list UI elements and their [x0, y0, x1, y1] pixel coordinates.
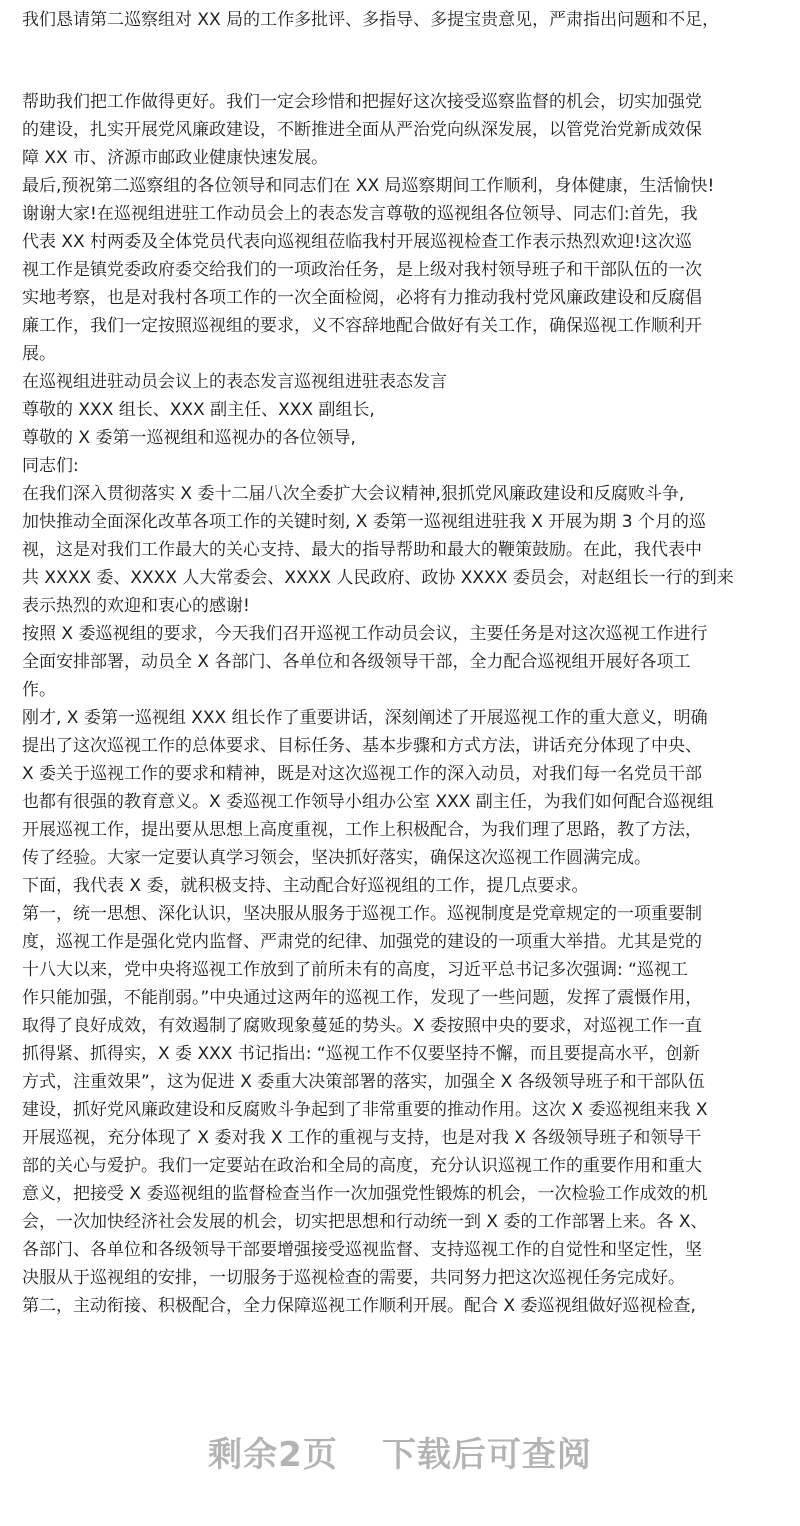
text-line: 在巡视组进驻动员会议上的表态发言巡视组进驻表态发言: [22, 372, 447, 392]
text-line: 实地考察，也是对我村各项工作的一次全面检阅，必将有力推动我村党风廉政建设和反腐倡: [22, 288, 702, 308]
text-line: 决服从于巡视组的安排，一切服务于巡视检查的需要，共同努力把这次巡视任务完成好。: [22, 1268, 685, 1288]
text-line: 度，巡视工作是强化党内监督、严肃党的纪律、加强党的建设的一项重大举措。尤其是党的: [22, 932, 702, 952]
remaining-pages-label[interactable]: 剩余2页: [208, 1435, 338, 1475]
text-line: 共 XXXX 委、XXXX 人大常委会、XXXX 人民政府、政协 XXXX 委员会，对赵组长一行的到来: [22, 568, 734, 588]
text-line: 取得了良好成效，有效遏制了腐败现象蔓延的势头。X 委按照中央的要求，对巡视工作一直: [22, 1016, 703, 1036]
text-line: 方式，注重效果”，这为促进 X 委重大决策部署的落实，加强全 X 各级领导班子和干部队伍: [22, 1072, 705, 1092]
text-line: 视，这是对我们工作最大的关心支持、最大的指导帮助和最大的鞭策鼓励。在此，我代表中: [22, 540, 702, 560]
text-line: 谢谢大家!在巡视组进驻工作动员会上的表态发言尊敬的巡视组各位领导、同志们:首先，我: [22, 204, 698, 224]
text-line: 表示热烈的欢迎和衷心的感谢!: [22, 596, 250, 616]
text-line: 尊敬的 XXX 组长、XXX 副主任、XXX 副组长,: [22, 400, 375, 420]
text-line: X 委关于巡视工作的要求和精神，既是对这次巡视工作的深入动员，对我们每一名党员干部: [22, 764, 703, 784]
text-line: 全面安排部署，动员全 X 各部门、各单位和各级领导干部，全力配合巡视组开展好各项工: [22, 652, 691, 672]
text-line: 十八大以来，党中央将巡视工作放到了前所未有的高度，习近平总书记多次强调: “巡视工: [22, 960, 688, 980]
text-line: 抓得紧、抓得实，X 委 XXX 书记指出: “巡视工作不仅要坚持不懈，而且要提高水平，创新: [22, 1044, 700, 1064]
text-line: 尊敬的 X 委第一巡视组和巡视办的各位领导,: [22, 428, 356, 448]
text-line: 障 XX 市、济源市邮政业健康快速发展。: [22, 148, 329, 168]
text-line: 按照 X 委巡视组的要求，今天我们召开巡视工作动员会议，主要任务是对这次巡视工作进行: [22, 624, 708, 644]
text-line: 代表 XX 村两委及全体党员代表向巡视组莅临我村开展巡视检查工作表示热烈欢迎!这次巡: [22, 232, 692, 252]
text-line: 建设，抓好党风廉政建设和反腐败斗争起到了非常重要的推动作用。这次 X 委巡视组来我 X: [22, 1100, 708, 1120]
text-line: 第一，统一思想、深化认识，坚决服从服务于巡视工作。巡视制度是党章规定的一项重要制: [22, 904, 702, 924]
text-line: 传了经验。大家一定要认真学习领会，坚决抓好落实，确保这次巡视工作圆满完成。: [22, 848, 651, 868]
text-line: 作。: [22, 680, 56, 700]
paywall-footer[interactable]: [0, 1420, 800, 1490]
text-line: 意义，把接受 X 委巡视组的监督检查当作一次加强党性锻炼的机会，一次检验工作成效的机: [22, 1184, 708, 1204]
text-line: 视工作是镇党委政府委交给我们的一项政治任务，是上级对我村领导班子和干部队伍的一次: [22, 260, 702, 280]
text-line: 同志们:: [22, 456, 79, 476]
text-line: 开展巡视工作，提出要从思想上高度重视，工作上积极配合，为我们理了思路，教了方法，: [22, 820, 702, 840]
text-line: 提出了这次巡视工作的总体要求、目标任务、基本步骤和方式方法，讲话充分体现了中央、: [22, 736, 702, 756]
text-line: 开展巡视，充分体现了 X 委对我 X 工作的重视与支持，也是对我 X 各级领导班子和领导干: [22, 1128, 702, 1148]
text-line: 加快推动全面深化改革各项工作的关键时刻, X 委第一巡视组进驻我 X 开展为期 3 个月的巡: [22, 512, 706, 532]
text-line: 会，一次加快经济社会发展的机会，切实把思想和行动统一到 X 委的工作部署上来。各 X、: [22, 1212, 708, 1232]
text-line: 展。: [22, 344, 56, 364]
cut-off-line: [22, 0, 782, 8]
text-line: 也都有很强的教育意义。X 委巡视工作领导小组办公室 XXX 副主任，为我们如何配合巡视组: [22, 792, 714, 812]
text-line: 刚才, X 委第一巡视组 XXX 组长作了重要讲话，深刻阐述了开展巡视工作的重大意义，明确: [22, 708, 708, 728]
text-line: 帮助我们把工作做得更好。我们一定会珍惜和把握好这次接受巡察监督的机会，切实加强党: [22, 92, 702, 112]
text-line: 各部门、各单位和各级领导干部要增强接受巡视监督、支持巡视工作的自觉性和坚定性，坚: [22, 1240, 702, 1260]
download-to-view-label[interactable]: 下载后可查阅: [381, 1435, 592, 1475]
text-line: 廉工作，我们一定按照巡视组的要求，义不容辞地配合做好有关工作，确保巡视工作顺利开: [22, 316, 702, 336]
text-line: 最后,预祝第二巡察组的各位领导和同志们在 XX 局巡察期间工作顺利，身体健康，生活愉快!: [22, 176, 715, 196]
text-line: 的建设，扎实开展党风廉政建设，不断推进全面从严治党向纵深发展，以管党治党新成效保: [22, 120, 702, 140]
text-line: 下面，我代表 X 委，就积极支持、主动配合好巡视组的工作，提几点要求。: [22, 876, 589, 896]
text-line: 部的关心与爱护。我们一定要站在政治和全局的高度，充分认识巡视工作的重要作用和重大: [22, 1156, 702, 1176]
text-line: 作只能加强，不能削弱。”中央通过这两年的巡视工作，发现了一些问题，发挥了震慑作用，: [22, 988, 703, 1008]
text-line: 第二，主动衔接、积极配合，全力保障巡视工作顺利开展。配合 X 委巡视组做好巡视检查,: [22, 1296, 696, 1316]
text-line: 我们恳请第二巡察组对 XX 局的工作多批评、多指导、多提宝贵意见，严肃指出问题和不足，: [22, 10, 720, 30]
text-line: 在我们深入贯彻落实 X 委十二届八次全委扩大会议精神,狠抓党风廉政建设和反腐败斗争,: [22, 484, 685, 504]
